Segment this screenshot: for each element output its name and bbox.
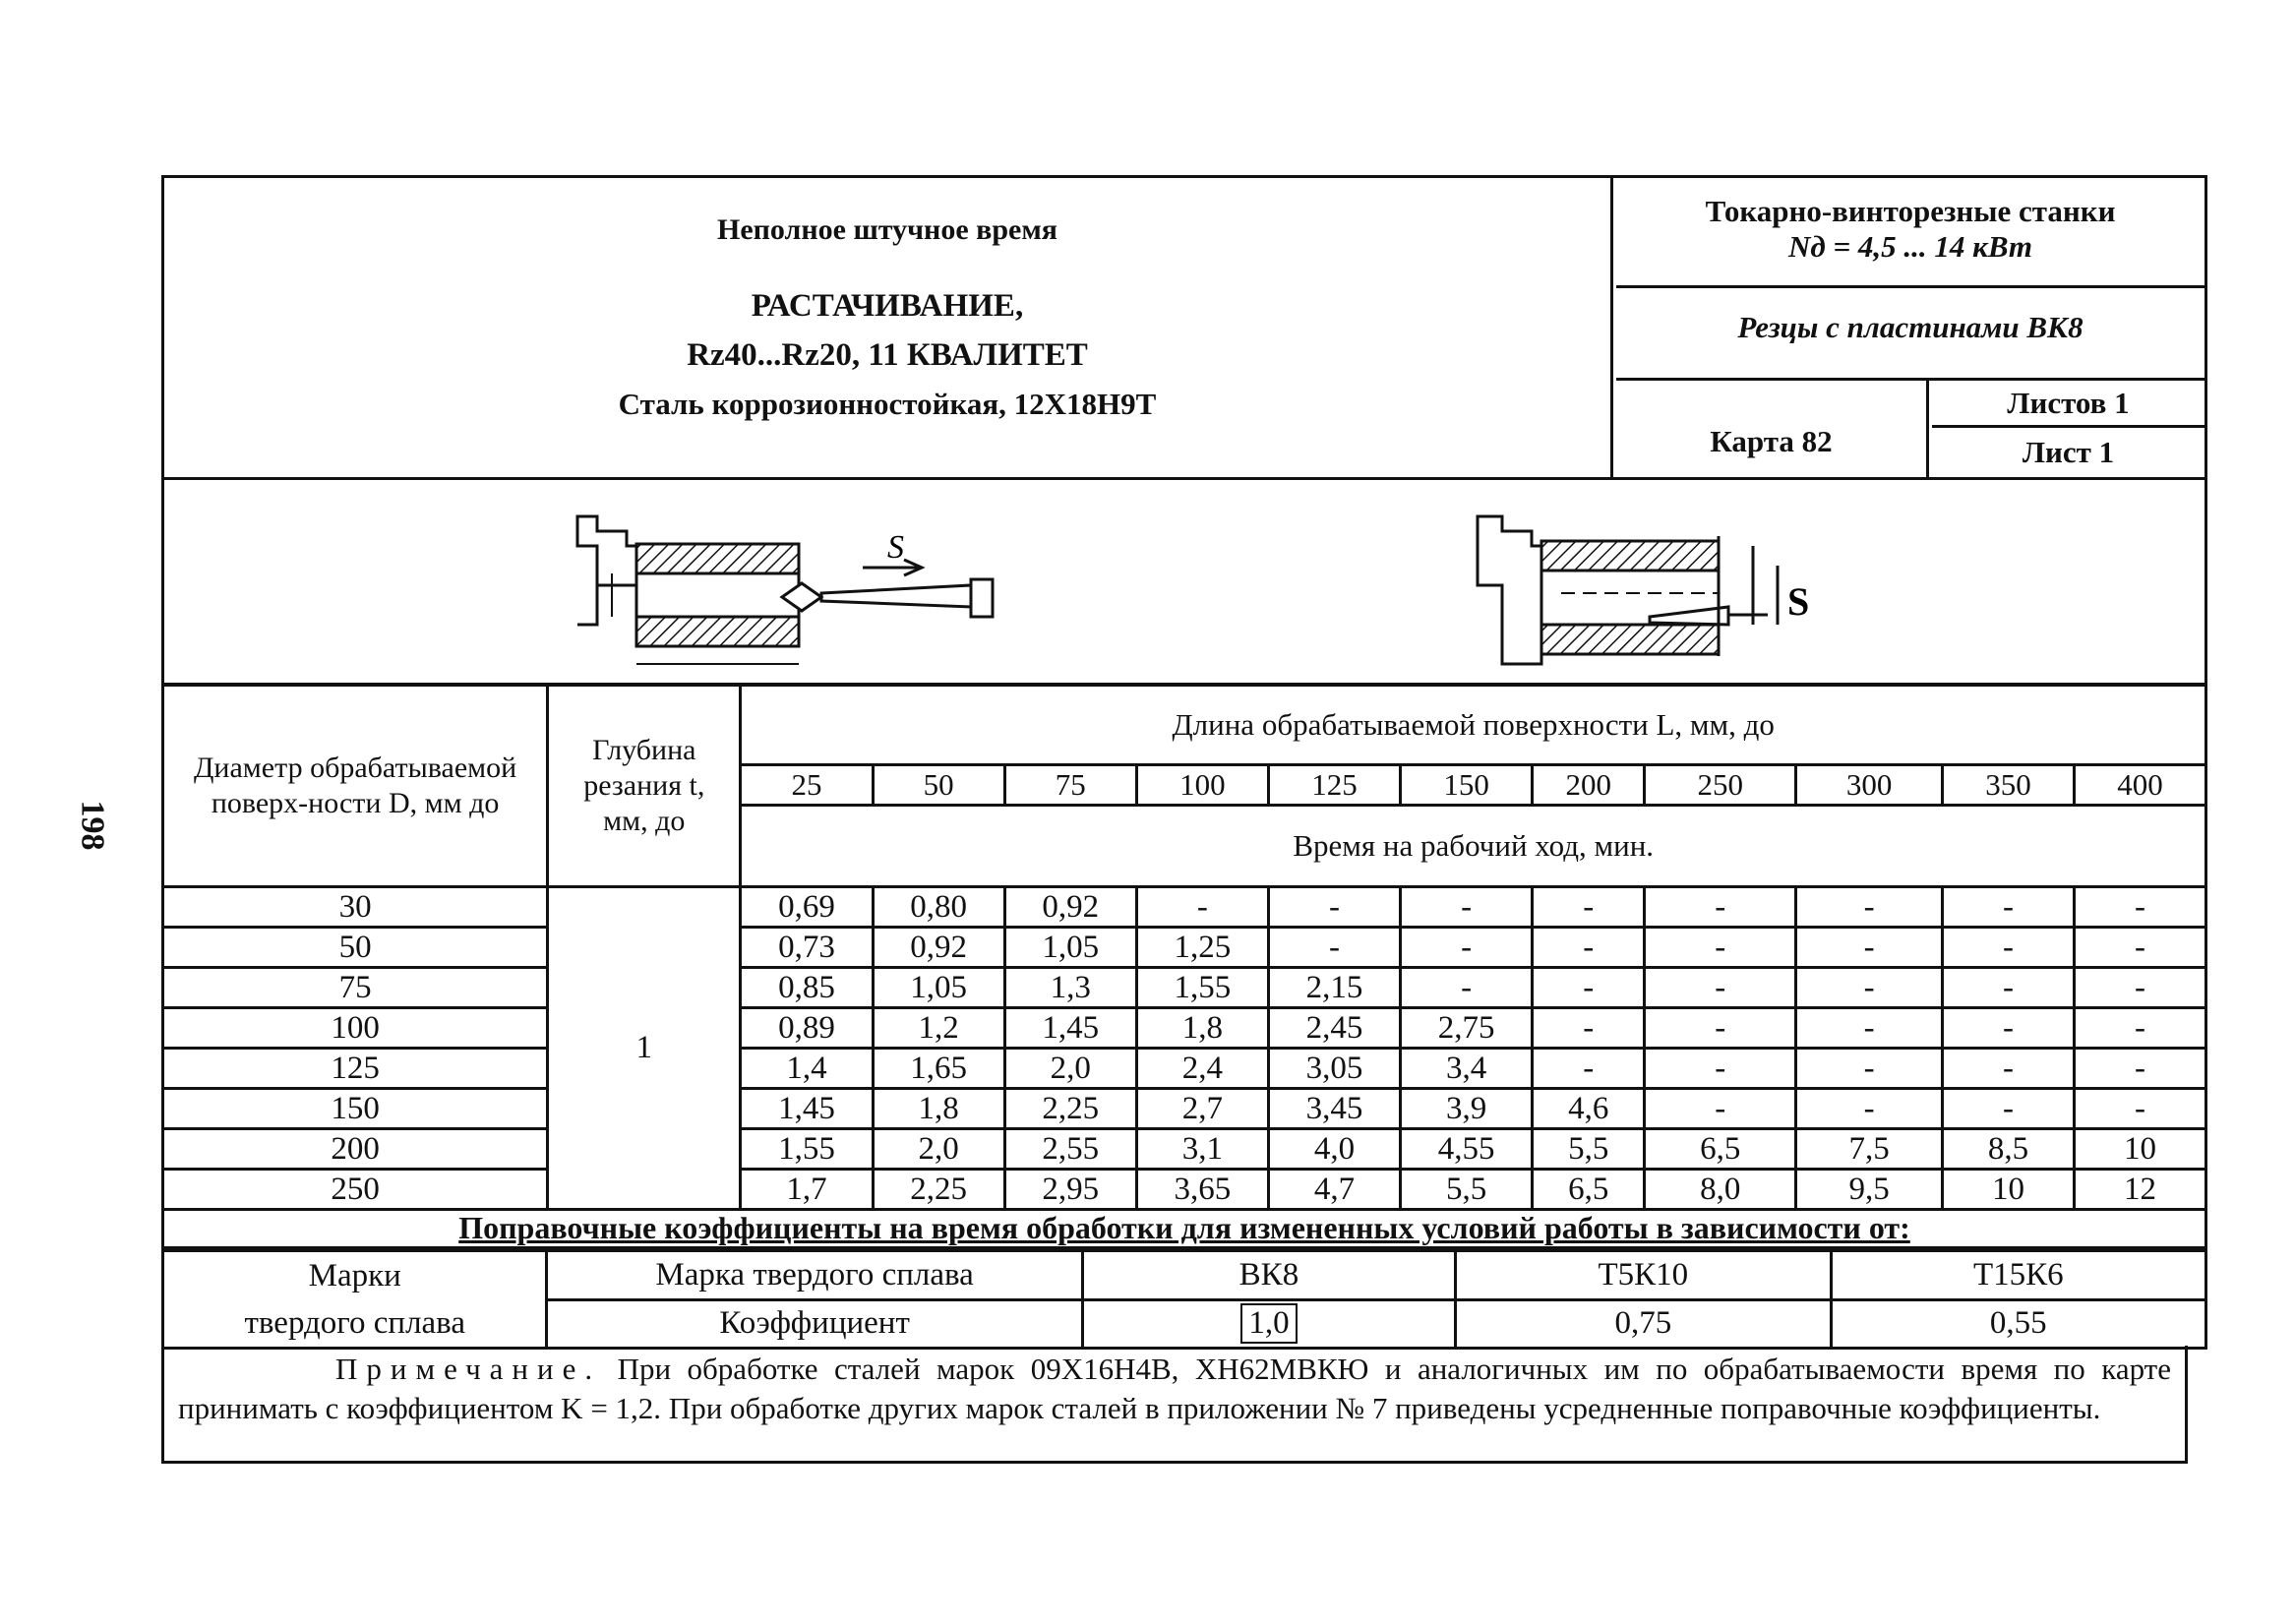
grade-cell: Т15К6 [1831,1251,2205,1300]
header-machine [1616,178,2204,288]
time-cell: 1,45 [1004,1008,1136,1049]
time-cell: 2,15 [1268,968,1400,1008]
note-text: При обработке сталей марок 09Х16Н4В, ХН62МВКЮ и аналогичных им по обрабатываемости время по карте принимать с коэффициентом K = 1,2. При обработке других марок сталей в приложении № 7 приведены усредненные поправочные коэффициенты. [178,1352,2171,1425]
time-cell: 3,1 [1136,1129,1268,1170]
time-cell: 1,55 [1136,968,1268,1008]
sheets-total: Листов 1 [2007,386,2130,420]
length-cell: 100 [1136,765,1268,806]
time-cell: 7,5 [1796,1129,1943,1170]
time-cell: 1,05 [873,968,1004,1008]
time-cell: 0,92 [1004,887,1136,928]
time-cell: - [1533,968,1645,1008]
table-body [163,887,2206,1210]
time-cell: 1,05 [1004,928,1136,968]
length-cell: 300 [1796,765,1943,806]
time-cell: - [1401,887,1533,928]
coef-cell [1082,1299,1455,1349]
time-cell: 2,0 [1004,1049,1136,1089]
time-cell: 1,25 [1136,928,1268,968]
time-cell: 8,5 [1942,1129,2074,1170]
length-cell: 50 [873,765,1004,806]
length-cell: 350 [1942,765,2074,806]
time-cell: 12 [2074,1170,2205,1210]
time-cell: 1,4 [741,1049,873,1089]
table-row [163,887,2206,928]
grade-cell: Т5К10 [1456,1251,1831,1300]
sketch-block [161,477,2207,686]
time-cell: 1,55 [741,1129,873,1170]
table-row [163,928,2206,968]
factor-cell [163,1251,547,1349]
time-cell: - [1942,887,2074,928]
length-cell: 150 [1401,765,1533,806]
time-cell: - [1645,887,1796,928]
coef-cell: 0,75 [1456,1299,1831,1349]
time-cell: - [1401,928,1533,968]
card-number: Карта 82 [1710,424,1833,458]
time-cell: 6,5 [1533,1170,1645,1210]
roughness-grade: Rz40...Rz20, 11 КВАЛИТЕТ [687,337,1088,373]
time-cell: 1,2 [873,1008,1004,1049]
diameter-cell: 50 [163,928,548,968]
time-cell: 2,7 [1136,1089,1268,1129]
grade-cell: ВК8 [1082,1251,1455,1300]
diameter-cell: 150 [163,1089,548,1129]
diameter-cell: 30 [163,887,548,928]
time-cell: 1,3 [1004,968,1136,1008]
note-block [161,1346,2188,1464]
time-cell: 10 [2074,1129,2205,1170]
time-cell: - [1942,968,2074,1008]
time-cell: - [1268,887,1400,928]
table-row [163,1008,2206,1049]
coef-cell: 0,55 [1831,1299,2205,1349]
machine-type: Токарно-винторезные станки [1705,194,2116,228]
time-cell: - [1942,1089,2074,1129]
length-cell: 25 [741,765,873,806]
time-cell: - [1645,1049,1796,1089]
time-cell: 6,5 [1645,1129,1796,1170]
tool-type: Резцы с пластинами ВК8 [1737,310,2084,344]
grade-label: Марка твердого сплава [547,1251,1082,1300]
time-cell: - [1645,928,1796,968]
grade-row [163,1251,2206,1300]
table-row [163,968,2206,1008]
header-sheets-total [1932,381,2204,428]
time-cell: - [1645,1008,1796,1049]
diameter-cell: 125 [163,1049,548,1089]
time-cell: 0,85 [741,968,873,1008]
diameter-cell: 75 [163,968,548,1008]
time-cell: - [1942,928,2074,968]
table-header-row [163,686,2206,765]
table-row [163,1049,2206,1089]
time-cell: 4,6 [1533,1089,1645,1129]
time-cell: - [2074,1008,2205,1049]
time-cell: 2,45 [1268,1008,1400,1049]
page-number: 198 [74,800,111,851]
coef-value-boxed: 1,0 [1240,1303,1297,1344]
time-cell: - [1136,887,1268,928]
time-cell: - [1942,1008,2074,1049]
time-cell: - [1645,1089,1796,1129]
length-cell: 200 [1533,765,1645,806]
time-cell: - [1796,968,1943,1008]
time-cell: 2,25 [873,1170,1004,1210]
table-row [163,1129,2206,1170]
header-block [161,175,2207,480]
table-row [163,1170,2206,1210]
corrections-title [161,1210,2207,1249]
time-cell: 2,25 [1004,1089,1136,1129]
header-left [164,178,1613,477]
time-cell: 4,7 [1268,1170,1400,1210]
time-cell: 8,0 [1645,1170,1796,1210]
diameter-cell: 200 [163,1129,548,1170]
time-cell: - [1796,1049,1943,1089]
time-cell: 3,9 [1401,1089,1533,1129]
time-cell: 0,80 [873,887,1004,928]
time-cell: 4,0 [1268,1129,1400,1170]
time-cell: 5,5 [1401,1170,1533,1210]
length-cell: 125 [1268,765,1400,806]
time-cell: 2,0 [873,1129,1004,1170]
length-cell: 250 [1645,765,1796,806]
time-cell: - [1796,887,1943,928]
time-cell: - [1533,1049,1645,1089]
length-header: Длина обрабатываемой поверхности L, мм, до [741,686,2206,765]
time-cell: 0,69 [741,887,873,928]
time-cell: 2,95 [1004,1170,1136,1210]
time-cell: 1,45 [741,1089,873,1129]
diameter-cell: 100 [163,1008,548,1049]
time-cell: - [1645,968,1796,1008]
time-cell: 4,55 [1401,1129,1533,1170]
header-tool [1616,288,2204,381]
sheet-number: Лист 1 [2022,435,2115,469]
corrections-table [161,1249,2207,1350]
time-cell: - [2074,1089,2205,1129]
feed-label-right: S [1787,579,1810,624]
time-cell: 3,65 [1136,1170,1268,1210]
time-cell: - [2074,1049,2205,1089]
material: Сталь коррозионностойкая, 12Х18Н9Т [618,387,1157,421]
time-cell: - [1401,968,1533,1008]
time-header: Время на рабочий ход, мин. [741,806,2206,887]
time-cell: 9,5 [1796,1170,1943,1210]
diameter-cell: 250 [163,1170,548,1210]
time-cell: - [1796,928,1943,968]
time-cell: 3,05 [1268,1049,1400,1089]
time-cell: - [1796,1008,1943,1049]
time-cell: 3,45 [1268,1089,1400,1129]
time-cell: 1,8 [873,1089,1004,1129]
depth-cell: 1 [548,887,741,1210]
time-cell: - [1796,1089,1943,1129]
time-cell: 1,8 [1136,1008,1268,1049]
time-cell: - [1533,928,1645,968]
time-cell: 10 [1942,1170,2074,1210]
factor-line1: Марки [308,1258,401,1293]
time-cell: 5,5 [1533,1129,1645,1170]
time-cell: 0,89 [741,1008,873,1049]
boring-sketch [164,477,2204,680]
time-cell: - [1268,928,1400,968]
time-cell: - [2074,968,2205,1008]
time-cell: - [1533,887,1645,928]
time-cell: - [1533,1008,1645,1049]
col-diameter-header: Диаметр обрабатываемой поверх-ности D, мм до [163,686,548,887]
time-cell: 2,75 [1401,1008,1533,1049]
operation-title: РАСТАЧИВАНИЕ, [751,288,1024,324]
sketch-right [1478,516,1809,664]
time-cell: 3,4 [1401,1049,1533,1089]
time-cell: 1,7 [741,1170,873,1210]
machine-power: Nд = 4,5 ... 14 кВт [1787,229,2033,264]
length-cell: 400 [2074,765,2205,806]
corrections-title-text: Поправочные коэффициенты на время обработки для измененных условий работы в зависимости от: [458,1210,1910,1245]
time-cell: 0,73 [741,928,873,968]
feed-label-left: S [887,529,904,566]
header-subtitle: Неполное штучное время [716,213,1058,246]
header-card [1616,381,1929,477]
length-cell: 75 [1004,765,1136,806]
time-table [161,684,2207,1211]
sketch-left [577,516,993,664]
time-cell: 2,55 [1004,1129,1136,1170]
time-cell: 0,92 [873,928,1004,968]
time-cell: - [2074,928,2205,968]
time-cell: - [2074,887,2205,928]
time-cell: 2,4 [1136,1049,1268,1089]
coef-label: Коэффициент [547,1299,1082,1349]
note-label: Примечание. [335,1352,602,1386]
time-cell: - [1942,1049,2074,1089]
table-row [163,1089,2206,1129]
col-depth-header: Глубина резания t, мм, до [548,686,741,887]
time-cell: 1,65 [873,1049,1004,1089]
header-sheet [1932,428,2204,477]
factor-line2: твердого сплава [244,1305,465,1341]
